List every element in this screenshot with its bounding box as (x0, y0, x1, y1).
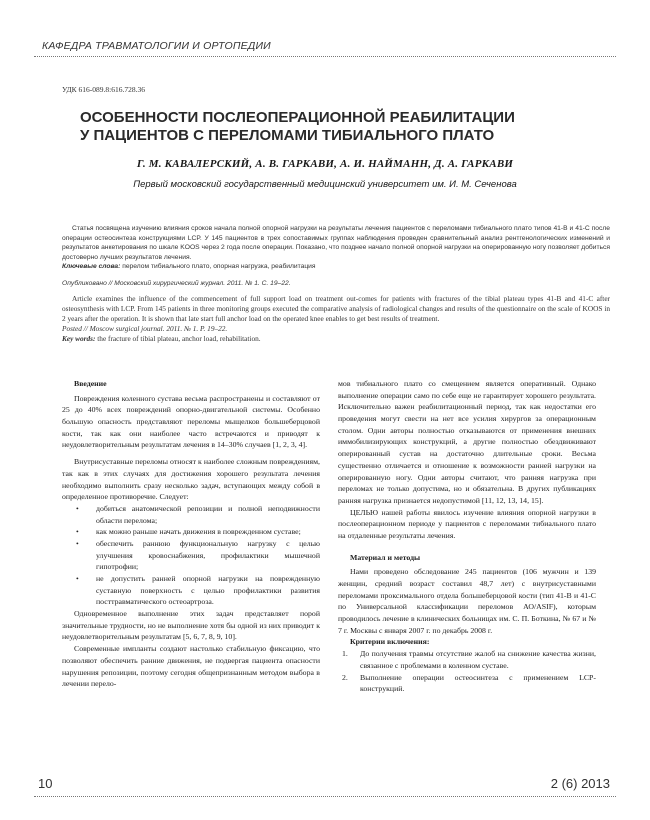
intro-paragraph-4: Современные импланты создают настолько стабильную фиксацию, что позволяют обеспечить ранние движения, не подвергая пациента опасности нарушения репозиции, поэтому сегодня общепризнанным методом выбора в лечении перело- (62, 644, 320, 689)
authors: Г. М. КАВАЛЕРСКИЙ, А. В. ГАРКАВИ, А. И. НАЙМАНН, Д. А. ГАРКАВИ (136, 158, 514, 170)
body-column-right (338, 378, 596, 695)
published-ru: Опубликовано // Московский хирургический журнал. 2011. № 1. С. 19–22. (62, 279, 291, 287)
criteria-list (338, 648, 596, 695)
list-item: • обеспечить раннюю функциональную нагрузку с целью улучшения кровоснабжения, профилактики мышечной гипотрофии; (76, 538, 320, 572)
bullet-icon: • (76, 574, 79, 583)
affiliation: Первый московский государственный медицинский университет им. И. М. Сеченова (133, 179, 517, 190)
title-line-1: ОСОБЕННОСТИ ПОСЛЕОПЕРАЦИОННОЙ РЕАБИЛИТАЦИИ (80, 109, 515, 126)
title-line-2: У ПАЦИЕНТОВ С ПЕРЕЛОМАМИ ТИБИАЛЬНОГО ПЛАТО (80, 127, 495, 145)
methods-paragraph-1: Нами проведено обследование 245 пациентов (106 мужчин и 139 женщин, средний возраст составил 48,7 лет) с внутрисуставными переломами проксимального отдела большеберцовой кости (тип 41-В и 41-С по Универсальной классификации переломов АО/ASIF), которым проводилось лечение в клинических больницах им. С. П. Боткина, № 67 и № 7 г. Москвы с января 2007 г. по декабрь 2008 г. (338, 567, 596, 635)
intro-paragraph-3: Одновременное выполнение этих задач представляет порой значительные трудности, но не выполнение хотя бы одной из них приводит к неудовлетворительным результатам [5, 6, 7, 8, 9, 10]. (62, 609, 320, 642)
list-item: • добиться анатомической репозиции и полной неподвижности области перелома; (76, 503, 320, 525)
keywords-en-value: the fracture of tibial plateau, anchor load, rehabilitation. (97, 334, 261, 344)
intro-paragraph-1: Повреждения коленного сустава весьма распространены и составляют от 25 до 40% всех повреждений опорно-двигательной системы. Особенно большую опасность представляют переломы мыщелков большеберцовой кости, так как они наиболее часто встречаются и приводят к неудовлетворительным результатам лечения в 14–30% случаев [1, 2, 3, 4]. (62, 393, 320, 450)
footer-divider (34, 796, 616, 797)
keywords-ru-value: перелом тибиального плато, опорная нагрузка, реабилитация (122, 263, 316, 271)
abstract-ru (62, 224, 610, 288)
page-number: 10 (38, 776, 53, 791)
abstract-ru-text: Статья посвящена изучению влияния сроков начала полной опорной нагрузки на результаты лечения пациентов с переломами тибиального плато типов 41-В и 41-С после операции остеосинтеза конструкциями LCP. У 145 пациентов в трех сопоставимых группах наблюдения проведен сравнительный анализ рентгенологических изменений и результатов анкетирования по шкале KOOS через 2 года после операции. Показано, что позднее начало полной опорной нагрузки на оперированную ногу позволяет добиться достоверно лучших результатов лечения. (62, 225, 610, 261)
issue-info: 2 (6) 2013 (550, 776, 610, 791)
list-item: • не допустить ранней опорной нагрузки на поврежденную суставную поверхность с целью профилактики развития посттравматического остеоартроза. (76, 574, 320, 607)
right-paragraph-1: мов тибиального плато со смещением является оперативный. Однако выполнение операции само по себе еще не гарантирует хорошего результата. Исключительно важен реабилитационный период, так как недостатки его проведения могут свести на нет все усилия хирургов за операционным столом. Одни авторы полностью отказываются от применения внешних иммобилизирующих конструкций, а другие полностью обездвиживают оперированный сустав на достаточно длительные сроки. Весьма существенно отличается и отношение к возможности ранней нагрузки на оперированную ногу. Одни авторы считают, что ранняя нагрузка при переломах не только допустима, но и обязательна. В других публикациях ранняя нагрузка признается недопустимой [11, 12, 13, 14, 15]. (338, 379, 596, 505)
bullet-icon: • (76, 503, 79, 513)
header-divider (34, 56, 616, 57)
bullet-icon: • (76, 527, 79, 537)
criteria-label: Критерии включения: (350, 637, 430, 647)
bullet-icon: • (76, 538, 79, 548)
udc-code: УДК 616-089.8:616.728.36 (62, 85, 146, 94)
keywords-en-label: Key words: (62, 334, 96, 344)
requirements-list (62, 503, 320, 608)
running-head: КАФЕДРА ТРАВМАТОЛОГИИ И ОРТОПЕДИИ (42, 40, 271, 52)
article-title (80, 109, 600, 146)
abstract-en-text: Article examines the influence of the commencement of full support load on treatment out-comes for patients with fractures of the tibial plateau types 41-B and 41-C after osteosynthesis with LCP. From 145 patients in three monitoring groups executed the comparative analysis of radiological changes and results of the questionnaire on the scale of KOOS in 2 years after the operation. It is shown that late start full anchor load on the operated knee enables to get best results of treatment. (62, 294, 610, 324)
list-item: 1. До получения травмы отсутствие жалоб на снижение качества жизни, связанное с проблемами в коленном суставе. (342, 649, 596, 670)
abstract-en (62, 294, 610, 344)
intro-paragraph-2: Внутрисуставные переломы относят к наиболее сложным повреждениям, так как в этих случаях для достижения хорошего результата лечения необходимо выполнить сразу несколько задач, вступающих между собой в определенное противоречие. Следует: (62, 457, 320, 502)
aim-paragraph: ЦЕЛЬЮ нашей работы явилось изучение влияния опорной нагрузки в послеоперационном периоде у пациентов с переломами тибиального плато на отдаленные результаты лечения. (338, 507, 596, 540)
keywords-ru (62, 262, 610, 272)
body-column-left (62, 378, 320, 690)
list-item: • как можно раньше начать движения в поврежденном суставе; (76, 527, 301, 537)
keywords-en (62, 334, 610, 344)
published-en: Posted // Moscow surgical journal. 2011. № 1. P. 19–22. (62, 324, 228, 334)
list-item: 2. Выполнение операции остеосинтеза с применением LCP-конструкций. (342, 672, 596, 694)
keywords-ru-label: Ключевые слова: (62, 263, 121, 271)
methods-heading: Материал и методы (350, 552, 421, 562)
intro-heading: Введение (74, 379, 107, 388)
